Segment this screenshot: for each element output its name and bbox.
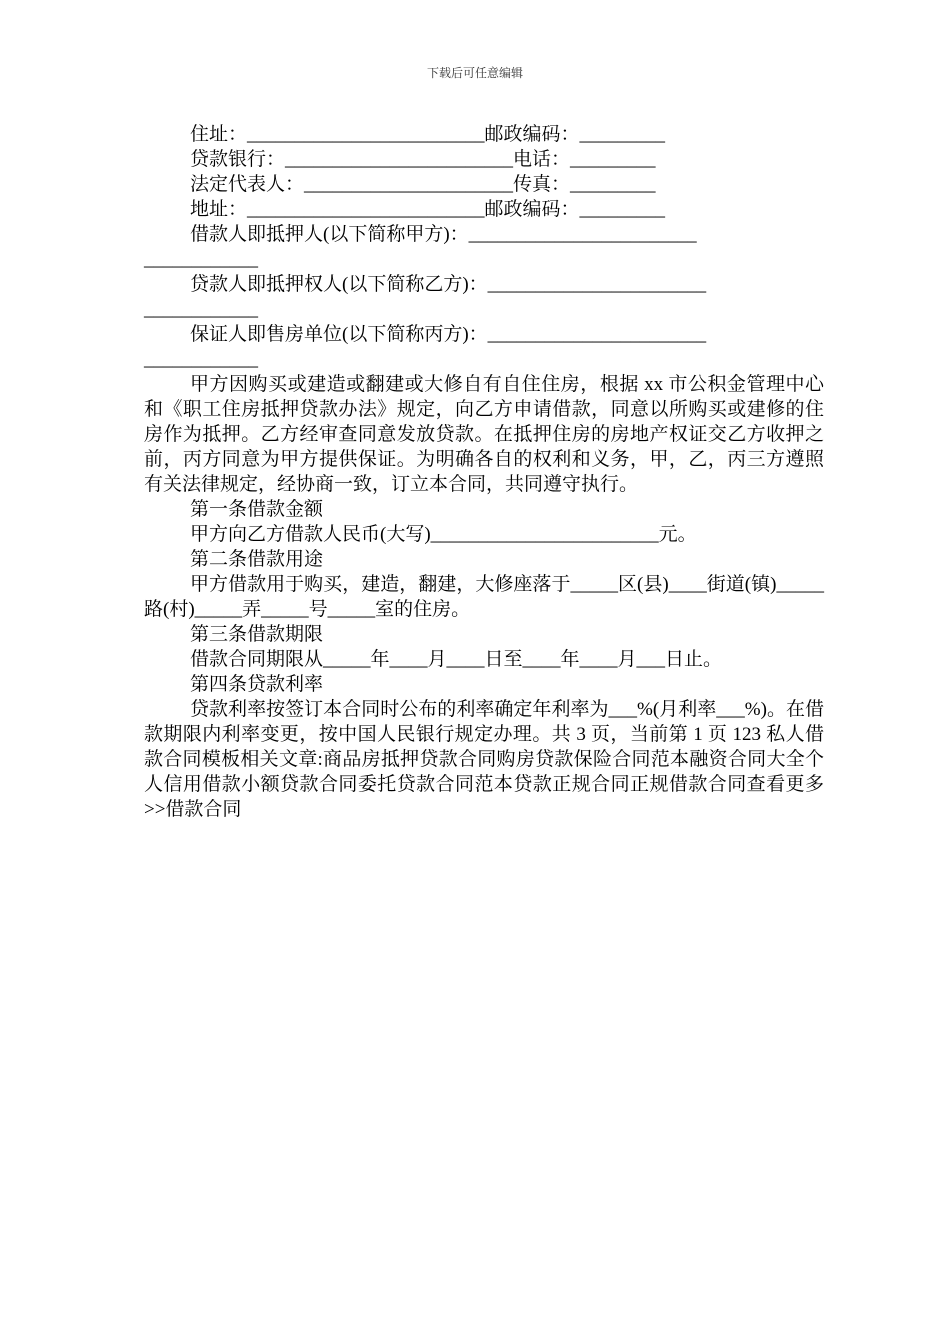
field-lender-line: 贷款人即抵押权人(以下简称乙方)：_______________________	[190, 274, 707, 295]
field-guarantor-line: 保证人即售房单位(以下简称丙方)：_______________________	[190, 324, 707, 345]
article-1-body: 甲方向乙方借款人民币(大写)________________________元。	[190, 524, 697, 545]
field-borrower-continuation: ____________	[144, 249, 258, 270]
field-address-line: 住址：_________________________邮政编码：_________	[190, 124, 666, 145]
article-3-body: 借款合同期限从_____年____月____日至____年____月___日止。	[190, 649, 723, 670]
article-4-title: 第四条贷款利率	[190, 674, 324, 695]
field-legal-rep-line: 法定代表人：______________________传真：_________	[190, 174, 656, 195]
preamble-paragraph: 甲方因购买或建造或翻建或大修自有自住住房，根据 xx 市公积金管理中心和《职工住房抵押贷款办法》规定，向乙方申请借款，同意以所购买或建修的住房作为抵押。乙方经审查同意发放贷款。在抵押住房的房地产权证交乙方收押之前，丙方同意为甲方提供保证。为明确各自的权利和义务，甲，乙，丙三方遵照有关法律规定，经协商一致，订立本合同，共同遵守执行。	[144, 374, 824, 495]
article-2-title: 第二条借款用途	[190, 549, 324, 570]
field-borrower-line: 借款人即抵押人(以下简称甲方)：________________________	[190, 224, 697, 245]
article-1-title: 第一条借款金额	[190, 499, 324, 520]
field-lender-continuation: ____________	[144, 299, 258, 320]
field-guarantor-continuation: ____________	[144, 349, 258, 370]
field-address2-line: 地址：_________________________邮政编码：_________	[190, 199, 666, 220]
page-header: 下载后可任意编辑	[426, 66, 523, 80]
article-3-title: 第三条借款期限	[190, 624, 324, 645]
article-2-body: 甲方借款用于购买，建造，翻建，大修座落于_____区(县)____街道(镇)_____路(村)_____弄_____号_____室的住房。	[144, 574, 824, 620]
contract-body	[144, 122, 824, 822]
article-4-body: 贷款利率按签订本合同时公布的利率确定年利率为___%(月利率___%)。在借款期限内利率变更，按中国人民银行规定办理。共 3 页，当前第 1 页 123 私人借款合同模板相关文章:商品房抵押贷款合同购房贷款保险合同范本融资合同大全个人信用借款小额贷款合同委托贷款合同范本贷款正规合同正规借款合同查看更多>>借款合同	[144, 699, 824, 820]
field-bank-line: 贷款银行：________________________电话：_________	[190, 149, 656, 170]
